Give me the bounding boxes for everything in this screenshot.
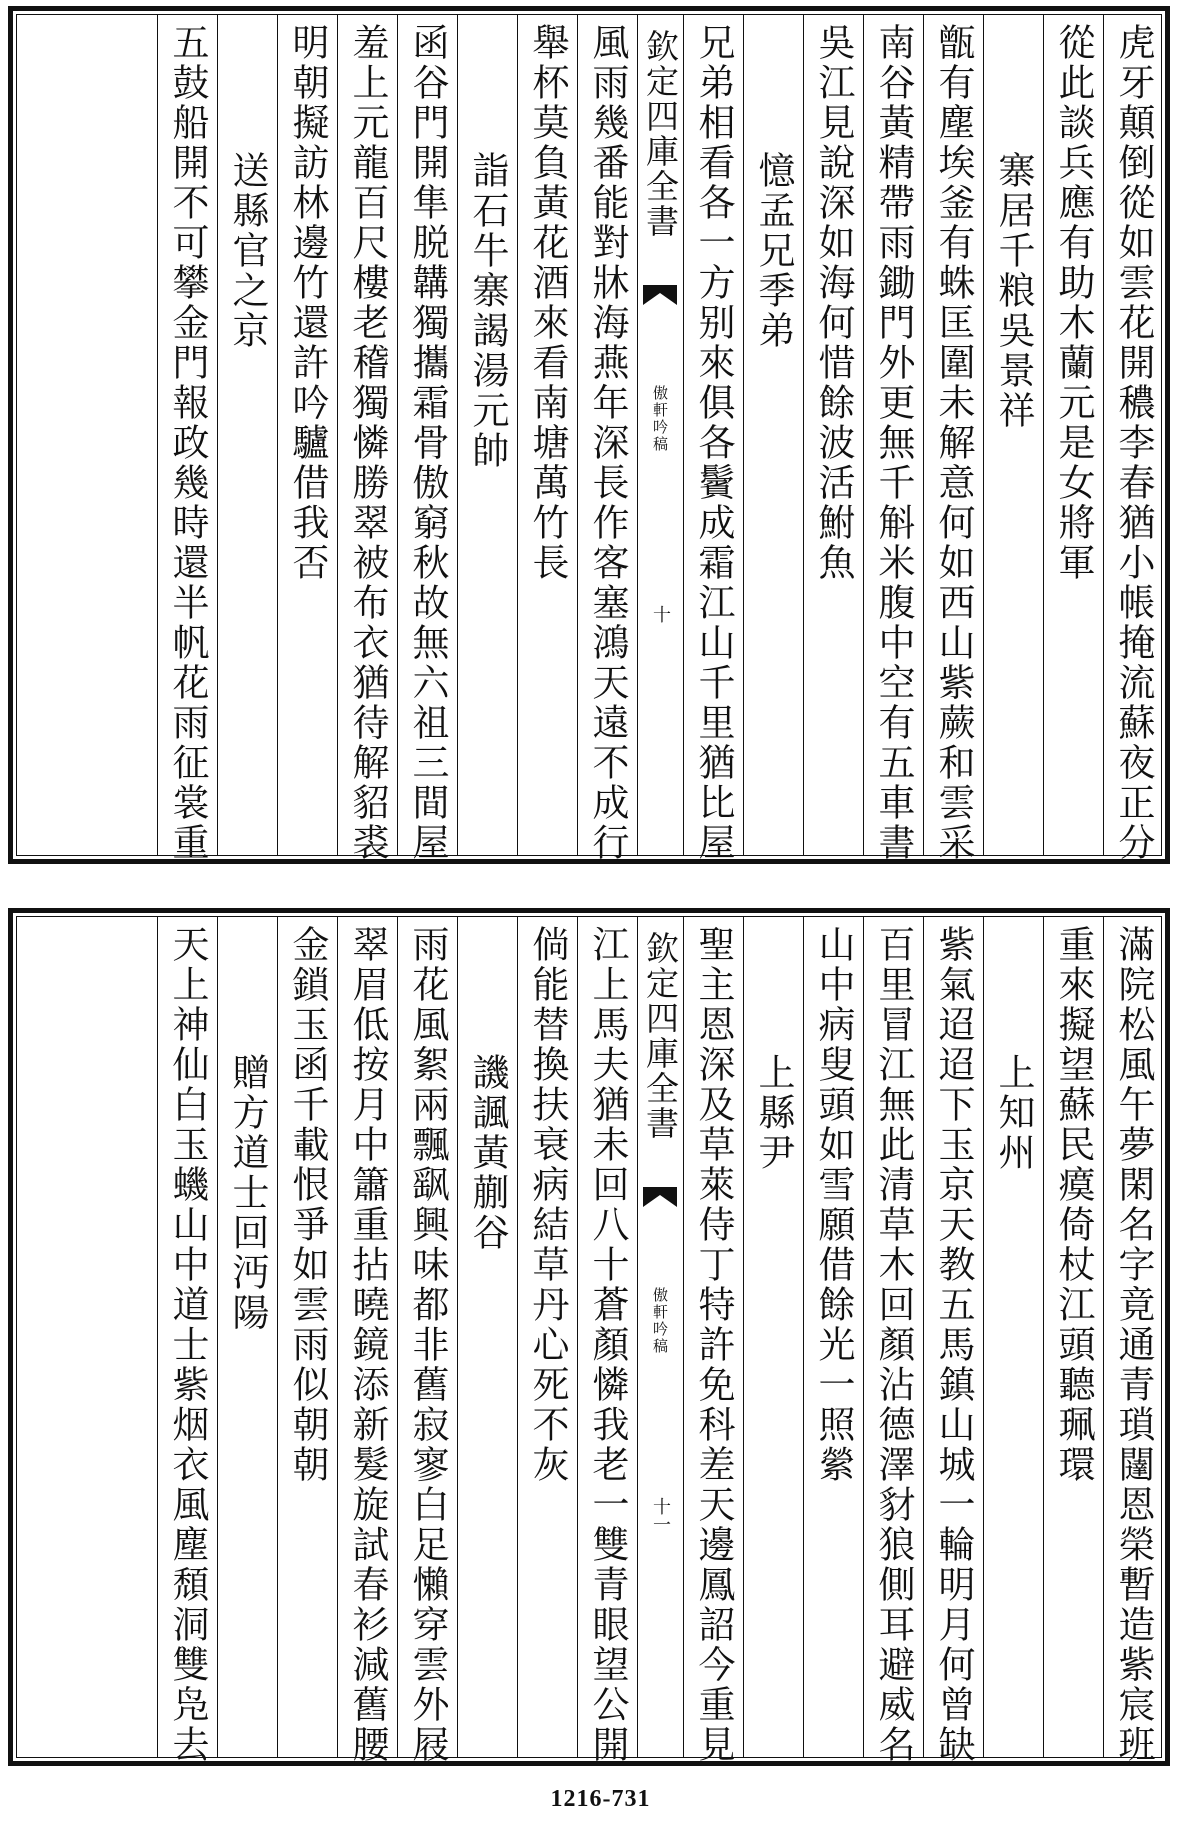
- text-column: [863, 23, 923, 863]
- series-header: [637, 931, 683, 1141]
- text-column: [337, 23, 397, 863]
- book-title: [637, 1287, 683, 1355]
- text-column: [577, 23, 637, 863]
- column-rule: [337, 15, 338, 855]
- column-rule: [863, 917, 864, 1757]
- verse-text: 南谷黃精帶雨鋤門外更無千斛米腹中空有五車書: [872, 23, 915, 863]
- text-column: [683, 23, 743, 863]
- poem-title-column: [457, 925, 517, 1749]
- column-rule: [457, 15, 458, 855]
- page-frame-inner: [16, 14, 1162, 863]
- series-header: [637, 29, 683, 239]
- text-column: [517, 925, 577, 1749]
- column-rule: [983, 15, 984, 855]
- text-column: [923, 23, 983, 863]
- center-fold-column: [637, 917, 683, 1757]
- column-rule: [397, 15, 398, 855]
- column-rule: [1043, 15, 1044, 855]
- top-page: [0, 6, 1201, 872]
- column-rule: [1103, 15, 1104, 855]
- verse-text: 甑有塵埃釜有蛛匡圍未解意何如西山紫蕨和雲采: [932, 23, 975, 863]
- column-rule: [337, 917, 338, 1757]
- text-column: [1043, 925, 1103, 1749]
- verse-text: 江上馬夫猶未回八十蒼顏憐我老一雙青眼望公開: [586, 925, 629, 1765]
- column-rule: [397, 917, 398, 1757]
- poem-title: 上縣尹: [752, 1053, 795, 1173]
- poem-title-column: [457, 23, 517, 847]
- column-rule: [923, 917, 924, 1757]
- column-rule: [157, 917, 158, 1757]
- text-column: [577, 925, 637, 1765]
- verse-text: 吳江見說深如海何惜餘波活鮒魚: [812, 23, 855, 583]
- verse-text: 虎牙顛倒從如雲花開穠李春猶小帳掩流蘇夜正分: [1112, 23, 1155, 863]
- verse-text: 函谷門開隼脱韝獨攜霜骨傲窮秋故無六祖三間屋: [406, 23, 449, 863]
- page-frame: [8, 6, 1170, 864]
- text-column: [157, 925, 217, 1765]
- poem-title-column: [217, 23, 277, 847]
- poem-title: 憶孟兄季弟: [752, 151, 795, 351]
- text-column: [517, 23, 577, 847]
- verse-text: 明朝擬訪林邊竹還許吟驢借我否: [286, 23, 329, 583]
- poem-title: 寨居千粮吳景祥: [992, 151, 1035, 431]
- text-column: [277, 23, 337, 847]
- column-rule: [1103, 917, 1104, 1757]
- column-rule: [1043, 917, 1044, 1757]
- verse-text: 羞上元龍百尺樓老稽獨憐勝翠被布衣猶待解貂裘: [346, 23, 389, 863]
- text-column: [337, 925, 397, 1765]
- column-rule: [517, 15, 518, 855]
- poem-title-column: [983, 925, 1043, 1749]
- verse-text: 兄弟相看各一方别來俱各鬢成霜江山千里猶比屋: [692, 23, 735, 863]
- poem-title: 詣石牛寨謁湯元帥: [466, 151, 509, 471]
- column-rule: [983, 917, 984, 1757]
- book-title-text: 傲軒吟稿: [651, 1287, 669, 1355]
- column-rule: [217, 917, 218, 1757]
- column-rule: [517, 917, 518, 1757]
- leaf-number: [637, 605, 683, 623]
- column-rule: [803, 917, 804, 1757]
- series-header-text: 欽定四庫全書: [641, 29, 680, 239]
- column-rule: [577, 15, 578, 855]
- poem-title-column: [743, 23, 803, 847]
- verse-text: 從此談兵應有助木蘭元是女將軍: [1052, 23, 1095, 583]
- text-column: [157, 23, 217, 863]
- text-column: [863, 925, 923, 1765]
- fish-tail-mark-icon: [643, 1187, 677, 1207]
- poem-title: 上知州: [992, 1053, 1035, 1173]
- column-rule: [577, 917, 578, 1757]
- column-rule: [277, 15, 278, 855]
- verse-text: 山中病叟頭如雪願借餘光一照縈: [812, 925, 855, 1485]
- poem-title-column: [743, 925, 803, 1749]
- verse-text: 滿院松風午夢閑名字竟通青瑣闥恩榮暫造紫宸班: [1112, 925, 1155, 1765]
- page-reference: 1216-731: [550, 1786, 651, 1812]
- column-rule: [277, 917, 278, 1757]
- verse-text: 百里冒江無此清草木回顏沾德澤豺狼側耳避威名: [872, 925, 915, 1765]
- verse-text: 金鎖玉函千載恨爭如雲雨似朝朝: [286, 925, 329, 1485]
- verse-text: 舉杯莫負黃花酒來看南塘萬竹長: [526, 23, 569, 583]
- verse-text: 倘能替換扶衰病結草丹心死不灰: [526, 925, 569, 1485]
- center-fold-column: [637, 15, 683, 855]
- leaf-number-text: 十: [650, 605, 671, 623]
- column-rule: [157, 15, 158, 855]
- column-rule: [743, 917, 744, 1757]
- series-header-text: 欽定四庫全書: [641, 931, 680, 1141]
- column-rule: [217, 15, 218, 855]
- verse-text: 風雨幾番能對牀海燕年深長作客塞鴻天遠不成行: [586, 23, 629, 863]
- text-column: [683, 925, 743, 1765]
- column-rule: [863, 15, 864, 855]
- text-column: [923, 925, 983, 1765]
- fish-tail-mark-icon: [643, 285, 677, 305]
- text-column: [803, 23, 863, 847]
- column-rule: [803, 15, 804, 855]
- center-rule: [637, 15, 638, 855]
- poem-title: 譏諷黃蒯谷: [466, 1053, 509, 1253]
- poem-title: 贈方道士回沔陽: [226, 1053, 269, 1333]
- column-rule: [457, 917, 458, 1757]
- text-column: [1103, 925, 1163, 1765]
- poem-title-column: [983, 23, 1043, 847]
- page-frame-inner: [16, 916, 1162, 1765]
- verse-text: 雨花風絮兩飄飖興味都非舊寂寥白足懶穿雲外屐: [406, 925, 449, 1765]
- poem-title: 送縣官之京: [226, 151, 269, 351]
- poem-title-column: [217, 925, 277, 1749]
- book-title: [637, 385, 683, 453]
- column-rule: [923, 15, 924, 855]
- verse-text: 聖主恩深及草萊侍丁特許免科差天邊鳳詔今重見: [692, 925, 735, 1765]
- verse-text: 重來擬望蘇民瘼倚杖江頭聽珮環: [1052, 925, 1095, 1485]
- text-column: [1043, 23, 1103, 847]
- center-rule: [637, 917, 638, 1757]
- bottom-page: [0, 908, 1201, 1774]
- page-frame: [8, 908, 1170, 1766]
- leaf-number-text: 十一: [650, 1497, 671, 1533]
- text-column: [397, 23, 457, 863]
- text-column: [1103, 23, 1163, 863]
- verse-text: 天上神仙白玉蟣山中道士紫烟衣風塵頹洞雙凫去: [166, 925, 209, 1765]
- leaf-number: [637, 1497, 683, 1533]
- text-column: [397, 925, 457, 1765]
- verse-text: 五鼓船開不可攀金門報政幾時還半帆花雨征裳重: [166, 23, 209, 863]
- verse-text: 翠眉低按月中簫重拈曉鏡添新髮旋試春衫減舊腰: [346, 925, 389, 1765]
- text-column: [803, 925, 863, 1749]
- book-title-text: 傲軒吟稿: [651, 385, 669, 453]
- verse-text: 紫氣迢迢下玉京天教五馬鎮山城一輪明月何曾缺: [932, 925, 975, 1765]
- column-rule: [743, 15, 744, 855]
- text-column: [277, 925, 337, 1749]
